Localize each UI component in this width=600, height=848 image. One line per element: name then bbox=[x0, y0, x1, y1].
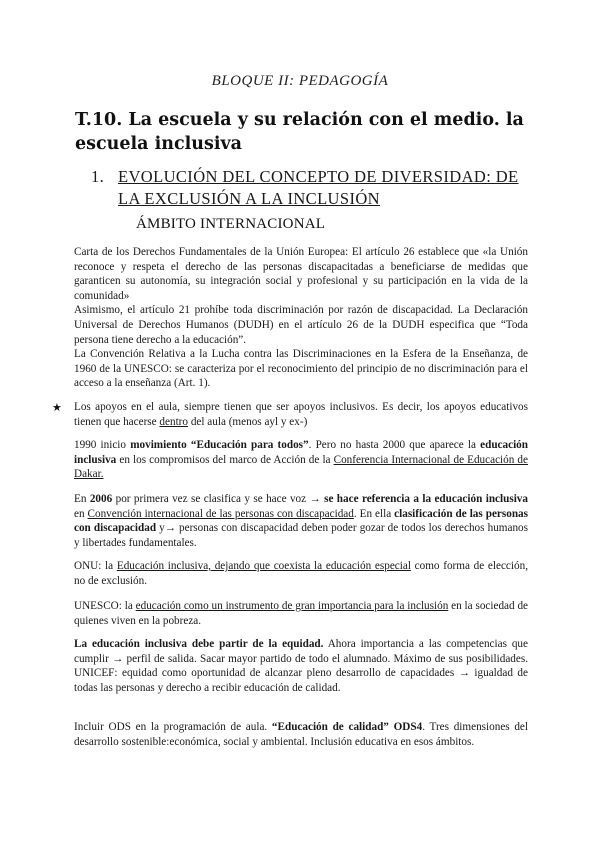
paragraph-onu: ONU: la Educación inclusiva, dejando que coexista la educación especial como forma de elección, no de exclusión. bbox=[74, 560, 528, 587]
star-icon: ★ bbox=[52, 401, 62, 414]
page-title: T.10. La escuela y su relación con el medio. la escuela inclusiva bbox=[75, 110, 524, 154]
paragraph-educacion-para-todos: 1990 inicio movimiento “Educación para todos”. Pero no hasta 2000 que aparece la educación inclusiva en los compromisos del marco de Acción de la Conferencia Internacional de Educación de Dakar. bbox=[74, 439, 528, 481]
paragraph-carta-line1: Carta de los Derechos Fundamentales de la Unión Europea: El artículo 26 establece que «la Unión reconoce y respeta el derecho de las personas discapacitadas a beneficiarse de medidas que garanticen su autonomía, su integración social y profesional y su participación en la vida de la comunidad» bbox=[74, 246, 528, 302]
paragraph-carta bbox=[74, 245, 528, 391]
section-title: EVOLUCIÓN DEL CONCEPTO DE DIVERSIDAD: DE LA EXCLUSIÓN A LA INCLUSIÓN bbox=[118, 167, 519, 208]
section-heading bbox=[91, 166, 538, 210]
paragraph-2006: En 2006 por primera vez se clasifica y se hace voz → se hace referencia a la educación inclusiva en Convención internacional de las personas con discapacidad. En ella clasificación de las personas con discapacidad y→ personas con discapacidad deben poder gozar de todos los derechos humanos y libertades fundamentales. bbox=[74, 493, 528, 549]
paragraph-carta-line2: Asimismo, el artículo 21 prohíbe toda discriminación por razón de discapacidad. La Declaración Universal de Derechos Humanos (DUDH) en el artículo 26 de la DUDH especifica que “Toda persona tiene derecho a la educación”. bbox=[74, 304, 528, 346]
section-number: 1. bbox=[91, 167, 105, 186]
paragraph-apoyos: Los apoyos en el aula, siempre tienen que ser apoyos inclusivos. Es decir, los apoyos educativos tienen que hacerse dentro del aula (menos ayl y ex-) bbox=[74, 401, 528, 428]
paragraph-unesco: UNESCO: la educación como un instrumento de gran importancia para la inclusión en la sociedad de quienes viven en la pobreza. bbox=[74, 600, 529, 627]
paragraph-equidad: La educación inclusiva debe partir de la equidad. Ahora importancia a las competencias que cumplir → perfil de salida. Sacar mayor partido de todo el alumnado. Máximo de sus posibilidades. UNICEF: equidad como oportunidad de alcanzar pleno desarrollo de capacidades → igualdad de todas las personas y derecho a recibir educación de calidad. bbox=[74, 638, 528, 694]
paragraph-ods: Incluir ODS en la programación de aula. “Educación de calidad” ODS4. Tres dimensiones del desarrollo sostenible:económica, social y ambiental. Inclusión educativa en esos ámbitos. bbox=[74, 721, 529, 748]
paragraph-carta-line3: La Convención Relativa a la Lucha contra las Discriminaciones en la Esfera de la Enseñanza, de 1960 de la UNESCO: se caracteriza por el reconocimiento del principio de no discriminación para el acceso a la enseñanza (Art. 1). bbox=[74, 348, 528, 390]
subsection-heading: ÁMBITO INTERNACIONAL bbox=[136, 216, 326, 232]
bloque-header: BLOQUE II: PEDAGOGÍA bbox=[211, 73, 389, 89]
